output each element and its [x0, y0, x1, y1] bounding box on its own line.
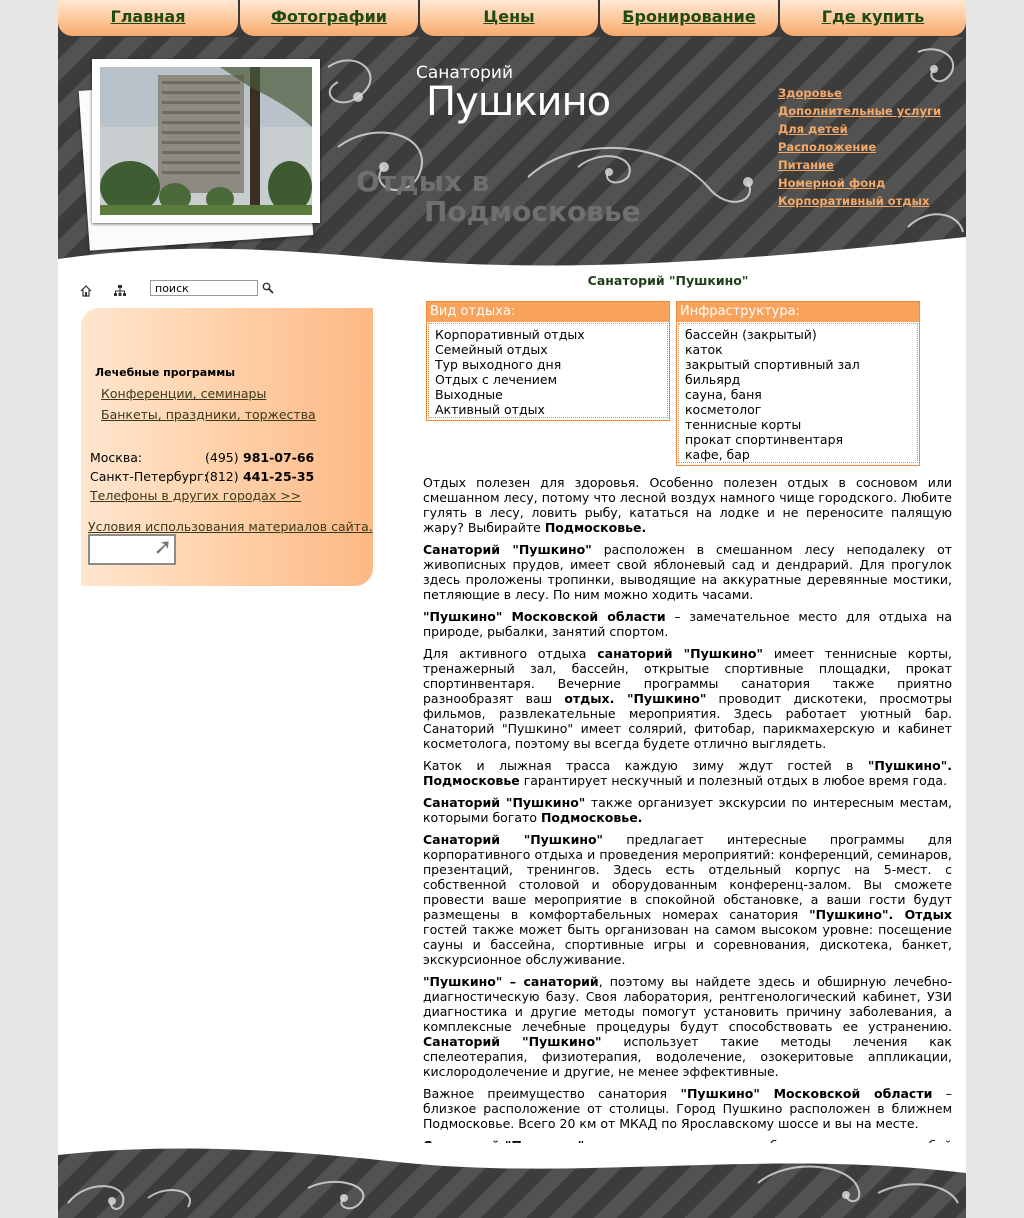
- quicklink-rooms[interactable]: Номерной фонд: [778, 176, 886, 190]
- infrastructure-panel: [676, 301, 920, 466]
- article-bold-text: Санаторий "Пушкино": [423, 1034, 602, 1049]
- article-text-run: Важное преимущество санатория: [423, 1086, 681, 1101]
- article-text-run: , поэтому вы найдете здесь и обширную лечебно-диагностическую базу. Своя лаборатория, рентгенологический кабинет, УЗИ диагностика и другие методы помогут установить причину заболевания, а комплексные лечебные процедуры будут способствовать ее устранению.: [423, 974, 952, 1034]
- article-paragraph: [423, 795, 952, 825]
- article-text-run: Каток и лыжная трасса каждую зиму ждут гостей в: [423, 758, 868, 773]
- nav-tab-where-to-buy[interactable]: [780, 0, 966, 36]
- article-paragraph: [423, 475, 952, 535]
- article-text-run: Отдых полезен для здоровья. Особенно полезен отдых в сосновом или смешанном лесу, потому что лесной воздух намного чище городского. Любите гулять в лесу, ловить рыбу, кататься на лодке и не переносите палящую жару? Выбирайте: [423, 475, 952, 535]
- brand-subtitle: Санаторий: [416, 63, 514, 83]
- article-paragraph: [423, 542, 952, 602]
- article-bold-text: отдых. "Пушкино": [564, 691, 707, 706]
- nav-tab-booking[interactable]: [600, 0, 778, 36]
- infrastructure-item: бассейн (закрытый): [685, 327, 817, 342]
- article-paragraph: [423, 1086, 952, 1131]
- article-paragraph: [423, 832, 952, 967]
- building-photo: [100, 67, 312, 215]
- phone-code-moscow: (495): [205, 450, 239, 465]
- sitemap-icon[interactable]: [114, 285, 126, 297]
- quicklink-item: [778, 119, 941, 137]
- rest-type-item: Тур выходного дня: [435, 357, 562, 372]
- article-bold-text: Санаторий "Пушкино": [423, 832, 604, 847]
- nav-link[interactable]: Бронирование: [622, 7, 756, 26]
- article-text-run: Для активного отдыха: [423, 646, 598, 661]
- infrastructure-list: [679, 324, 917, 462]
- article-paragraph: [423, 609, 952, 639]
- article-text: [423, 475, 952, 1175]
- rest-type-item: Семейный отдых: [435, 342, 548, 357]
- rest-type-item: Активный отдых: [435, 402, 545, 417]
- quicklink-item: [778, 137, 941, 155]
- top-navigation: [58, 0, 966, 37]
- brand-title: Пушкино: [426, 79, 611, 125]
- article-text-run: расположен в смешанном лесу неподалеку от живописных прудов, имеет свой яблоневый сад и дендрарий. Для прогулок здесь проложены тропинки, выводящие на аккуратные деревянные мостики, петляющие в лесу. По ним можно ходить часами.: [423, 542, 952, 602]
- article-bold-text: "Пушкино" Московской области: [680, 1086, 933, 1101]
- link-banquets[interactable]: Банкеты, праздники, торжества: [101, 407, 316, 422]
- quicklink-item: [778, 83, 941, 101]
- nav-link[interactable]: Где купить: [821, 7, 925, 26]
- article-bold-text: "Пушкино". Отдых: [809, 907, 952, 922]
- rest-type-item: Отдых с лечением: [435, 372, 558, 387]
- page-wrapper: [58, 0, 966, 1218]
- footer-banner: [58, 1143, 966, 1218]
- rest-type-body: [428, 323, 668, 418]
- infrastructure-item: теннисные корты: [685, 417, 802, 432]
- nav-link[interactable]: Цены: [483, 7, 535, 26]
- article-text-run: гостей также может быть организован на самом высоком уровне: посещение сауны и бассейна, спортивные игры и соревнования, дискотека, банкет, экскурсионное обслуживание.: [423, 922, 952, 967]
- infrastructure-item: сауна, баня: [685, 387, 762, 402]
- article-paragraph: [423, 974, 952, 1079]
- infrastructure-item: бильярд: [685, 372, 741, 387]
- nav-link[interactable]: Главная: [110, 7, 186, 26]
- article-text-run: использует такие методы лечения как спелеотерапия, физиотерапия, водолечение, озокеритовые аппликации, кислородолечение и другие, не менее эффективные.: [423, 1034, 952, 1079]
- article-paragraph: [423, 758, 952, 788]
- infrastructure-item: прокат спортинвентаря: [685, 432, 844, 447]
- arrow-icon: ➚: [153, 535, 172, 560]
- quicklink-extra-services[interactable]: Дополнительные услуги: [778, 104, 942, 118]
- article-bold-text: Подмосковье.: [540, 810, 643, 825]
- quicklink-health[interactable]: Здоровье: [778, 86, 842, 100]
- article-bold-text: Санаторий "Пушкино": [423, 795, 586, 810]
- article-bold-text: Подмосковье.: [544, 520, 647, 535]
- article-bold-text: "Пушкино". Подмосковье: [423, 758, 952, 788]
- article-bold-text: "Пушкино" Московской области: [423, 609, 666, 624]
- article-bold-text: Санаторий "Пушкино": [423, 542, 592, 557]
- rest-type-list: [429, 324, 667, 417]
- sanatorium-photo-frame: [92, 59, 320, 223]
- quicklink-location[interactable]: Расположение: [778, 140, 877, 154]
- sidebar-title: Лечебные программы: [95, 366, 236, 379]
- footer-swirls: [58, 1143, 966, 1218]
- article-bold-text: "Пушкино" – санаторий: [423, 974, 599, 989]
- link-conferences[interactable]: Конференции, семинары: [101, 386, 267, 401]
- phone-code-spb: (812): [205, 469, 239, 484]
- article-paragraph: [423, 646, 952, 751]
- sidebar-panel: [81, 308, 373, 586]
- infrastructure-item: кафе, бар: [685, 447, 750, 462]
- rest-type-panel: [426, 301, 670, 421]
- link-other-cities-phones[interactable]: Телефоны в других городах >>: [90, 488, 302, 503]
- article-text-run: также организует экскурсии по интересным местам, которыми богато: [423, 795, 952, 825]
- header-banner: [58, 37, 966, 272]
- article-text-run: – близкое расположение от столицы. Город Пушкино расположен в ближнем Подмосковье. Всего 20 км от МКАД по Ярославскому шоссе и вы на месте.: [423, 1086, 953, 1131]
- quicklink-kids[interactable]: Для детей: [778, 122, 848, 136]
- rest-type-header: Вид отдыха:: [427, 302, 669, 322]
- quicklink-item: [778, 155, 941, 173]
- nav-tab-photos[interactable]: [240, 0, 418, 36]
- search-input[interactable]: [150, 280, 258, 296]
- home-icon[interactable]: [80, 285, 92, 297]
- infrastructure-body: [678, 323, 918, 463]
- quicklink-corporate[interactable]: Корпоративный отдых: [778, 194, 930, 208]
- counter-widget[interactable]: [88, 534, 176, 565]
- phone-number-moscow: 981-07-66: [243, 450, 315, 465]
- article-text-run: предлагает интересные программы для корпоративного отдыха и проведения мероприятий: конференций, семинаров, презентаций, тренингов. Здесь есть отдельный корпус на 5-мест. с собственной столовой и оборудованным конференц-залом. Вы сможете провести ваше мероприятие в спокойной обстановке, а ваши гости будут размещены в комфортабельных номерах санатория: [423, 832, 952, 922]
- magnifier-icon[interactable]: [262, 282, 274, 294]
- rest-type-item: Корпоративный отдых: [435, 327, 585, 342]
- quicklink-item: [778, 173, 941, 191]
- article-bold-text: санаторий "Пушкино": [597, 646, 764, 661]
- rest-type-item: Выходные: [435, 387, 503, 402]
- phone-city-spb: Санкт-Петербург:: [90, 469, 208, 484]
- nav-link[interactable]: Фотографии: [270, 7, 388, 26]
- page-title: Санаторий "Пушкино": [587, 273, 749, 288]
- slogan-line-2: Подмосковье: [424, 195, 641, 228]
- header-quicklinks: [778, 83, 941, 209]
- infrastructure-header: Инфраструктура:: [677, 302, 919, 322]
- article-text-run: – замечательное место для отдыха на природе, рыбалки, занятий спортом.: [423, 609, 952, 639]
- quicklink-item: [778, 191, 941, 209]
- phone-city-moscow: Москва:: [90, 450, 143, 465]
- infrastructure-item: закрытый спортивный зал: [685, 357, 860, 372]
- quicklink-item: [778, 101, 941, 119]
- article-text-run: имеет теннисные корты, тренажерный зал, бассейн, открытые спортивные площадки, прокат спортинвентаря. Вечерние программы санатория также приятно разнообразят ваш: [423, 646, 952, 706]
- link-terms-of-use[interactable]: Условия использования материалов сайта.: [88, 519, 373, 534]
- quicklink-food[interactable]: Питание: [778, 158, 834, 172]
- infrastructure-item: косметолог: [685, 402, 762, 417]
- article-text-run: гарантирует нескучный и полезный отдых в любое время года.: [519, 773, 948, 788]
- slogan-line-1: Отдых в: [356, 165, 490, 198]
- infrastructure-item: каток: [685, 342, 723, 357]
- phone-number-spb: 441-25-35: [243, 469, 315, 484]
- article-text-run: проводит дискотеки, просмотры фильмов, развлекательные мероприятия. Здесь работает уютный бар. Санаторий "Пушкино" имеет солярий, фитобар, парикмахерскую и кабинет косметолога, поэтому вы всегда будете отлично выглядеть.: [423, 691, 952, 751]
- nav-tab-home[interactable]: [58, 0, 238, 36]
- nav-tab-prices[interactable]: [420, 0, 598, 36]
